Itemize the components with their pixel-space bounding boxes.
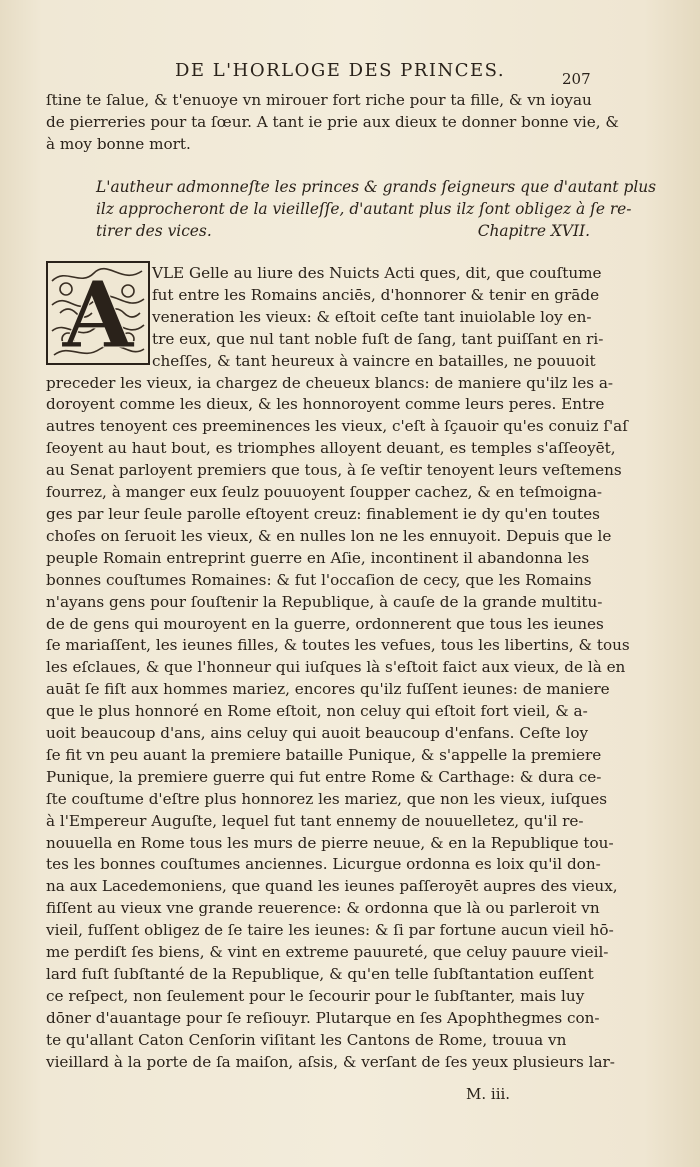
indented-lines (46, 263, 604, 373)
text-line: fourrez, à manger eux ſeulz pouuoyent ſoupper cachez, & en teſmoigna- (46, 483, 603, 502)
text-line: autres tenoyent ces preeminences les vieux, c'eſt à ſçauoir qu'es conuiz ſ'aſ (46, 417, 628, 436)
text-line: à l'Empereur Auguſte, lequel fut tant ennemy de nouuelletez, qu'il re- (46, 811, 584, 830)
heading-line: L'autheur admonneſte les princes & grands ſeigneurs que d'autant plus (96, 178, 657, 196)
text-line: ges par leur ſeule parolle eſtoyent creuz: finablement ie dy qu'en toutes (46, 504, 600, 523)
text-line: uoit beaucoup d'ans, ains celuy qui auoit beaucoup d'enfans. Ceſte loy (46, 724, 589, 743)
text-line: que le plus honnoré en Rome eſtoit, non celuy qui eſtoit fort vieil, & a- (46, 702, 588, 721)
text-line: vieillard à la porte de ſa maiſon, aſsis, & verſant de ſes yeux plusieurs lar- (46, 1052, 615, 1071)
text-line: bonnes couſtumes Romaines: & fut l'occaſion de cecy, que les Romains (46, 570, 592, 589)
text-line: veneration les vieux: & eſtoit ceſte tant inuiolable loy en- (152, 307, 592, 326)
text-line: peuple Romain entreprint guerre en Aſie, incontinent il abandonna les (46, 548, 590, 567)
text-line: ſe fit vn peu auant la premiere bataille Punique, & s'appelle la premiere (46, 745, 602, 764)
chapter-label: Chapitre XVII. (477, 222, 590, 240)
text-line: me perdiſt ſes biens, & vint en extreme pauureté, que celuy pauure vieil- (46, 943, 609, 962)
text-line: ſtine te ſalue, & t'enuoye vn mirouer fort riche pour ta fille, & vn ioyau (46, 91, 592, 109)
text-line: ſeoyent au haut bout, es triomphes alloyent deuant, es temples s'aſſeoyēt, (46, 439, 616, 458)
text-line: na aux Lacedemoniens, que quand les ieunes paſſeroyēt aupres des vieux, (46, 877, 618, 896)
text-line: te qu'allant Caton Cenſorin viſitant les Cantons de Rome, trouua vn (46, 1030, 567, 1049)
text-line: nouuella en Rome tous les murs de pierre neuue, & en la Republique tou- (46, 833, 614, 852)
text-line: de de gens qui mouroyent en la guerre, ordonnerent que tous les ieunes (46, 614, 604, 633)
text-line: ce reſpect, non ſeulement pour le ſecourir pour le ſubſtanter, mais luy (46, 986, 585, 1005)
heading-line: tirer des vices. (96, 222, 212, 240)
text-line: n'ayans gens pour ſouſtenir la Republique, à cauſe de la grande multitu- (46, 592, 603, 611)
text-line: de pierreries pour ta ſœur. A tant ie prie aux dieux te donner bonne vie, & (46, 112, 619, 131)
heading-line: ilz approcheront de la vieilleſſe, d'autant plus ilz ſont obligez à ſe re- (96, 200, 632, 218)
full-width-lines (46, 373, 630, 1074)
text-line: cheſſes, & tant heureux à vaincre en batailles, ne pouuoit (152, 351, 596, 370)
text-line: les eſclaues, & que l'honneur qui iuſques là s'eſtoit faict aux vieux, de là en (46, 658, 626, 677)
text-line: VLE Gelle au liure des Nuicts Acti ques, dit, que couſtume (152, 264, 602, 282)
page-number: 207 (562, 70, 591, 88)
text-line: fiſſent au vieux vne grande reuerence: & ordonna que là ou parleroit vn (46, 899, 600, 918)
text-line: Punique, la premiere guerre qui fut entre Rome & Carthage: & dura ce- (46, 767, 602, 786)
signature-mark: M. iii. (466, 1085, 511, 1103)
running-head: DE L'HORLOGE DES PRINCES. (174, 60, 506, 81)
text-line: ſe mariaſſent, les ieunes filles, & toutes les vefues, tous les libertins, & tous (46, 636, 630, 655)
text-line: au Senat parloyent premiers que tous, à ſe veſtir tenoyent leurs veſtemens (46, 461, 622, 480)
text-line: fut entre les Romains anciēs, d'honnorer & tenir en grāde (152, 285, 600, 304)
text-line: à moy bonne mort. (46, 134, 191, 153)
text-line: lard fuſt ſubſtanté de la Republique, & qu'en telle ſubſtantation euſſent (46, 965, 594, 983)
text-line: tre eux, que nul tant noble fuſt de ſang, tant puiſſant en ri- (152, 329, 604, 348)
top-paragraph (46, 90, 619, 156)
initial-letter: A (62, 261, 134, 369)
text-line: choſes on ſeruoit les vieux, & en nulles lon ne les ennuyoit. Depuis que le (46, 526, 612, 545)
text-line: doroyent comme les dieux, & les honnoroyent comme leurs peres. Entre (46, 395, 605, 414)
text-line: auāt ſe fiſt aux hommes mariez, encores qu'ilz fuſſent ieunes: de maniere (46, 680, 610, 699)
text-line: ſte couſtume d'eſtre plus honnorez les mariez, que non les vieux, iuſques (46, 789, 608, 808)
text-line: dōner d'auantage pour ſe reſiouyr. Plutarque en ſes Apophthegmes con- (46, 1008, 600, 1027)
text-line: tes les bonnes couſtumes anciennes. Licurgue ordonna es loix qu'il don- (46, 855, 601, 874)
text-line: vieil, fuſſent obligez de ſe taire les ieunes: & ſi par fortune aucun vieil hō- (46, 921, 614, 940)
chapter-heading (96, 176, 657, 242)
text-line: preceder les vieux, ia chargez de cheueux blancs: de maniere qu'ilz les a- (46, 373, 614, 392)
body-paragraph (46, 263, 630, 1074)
